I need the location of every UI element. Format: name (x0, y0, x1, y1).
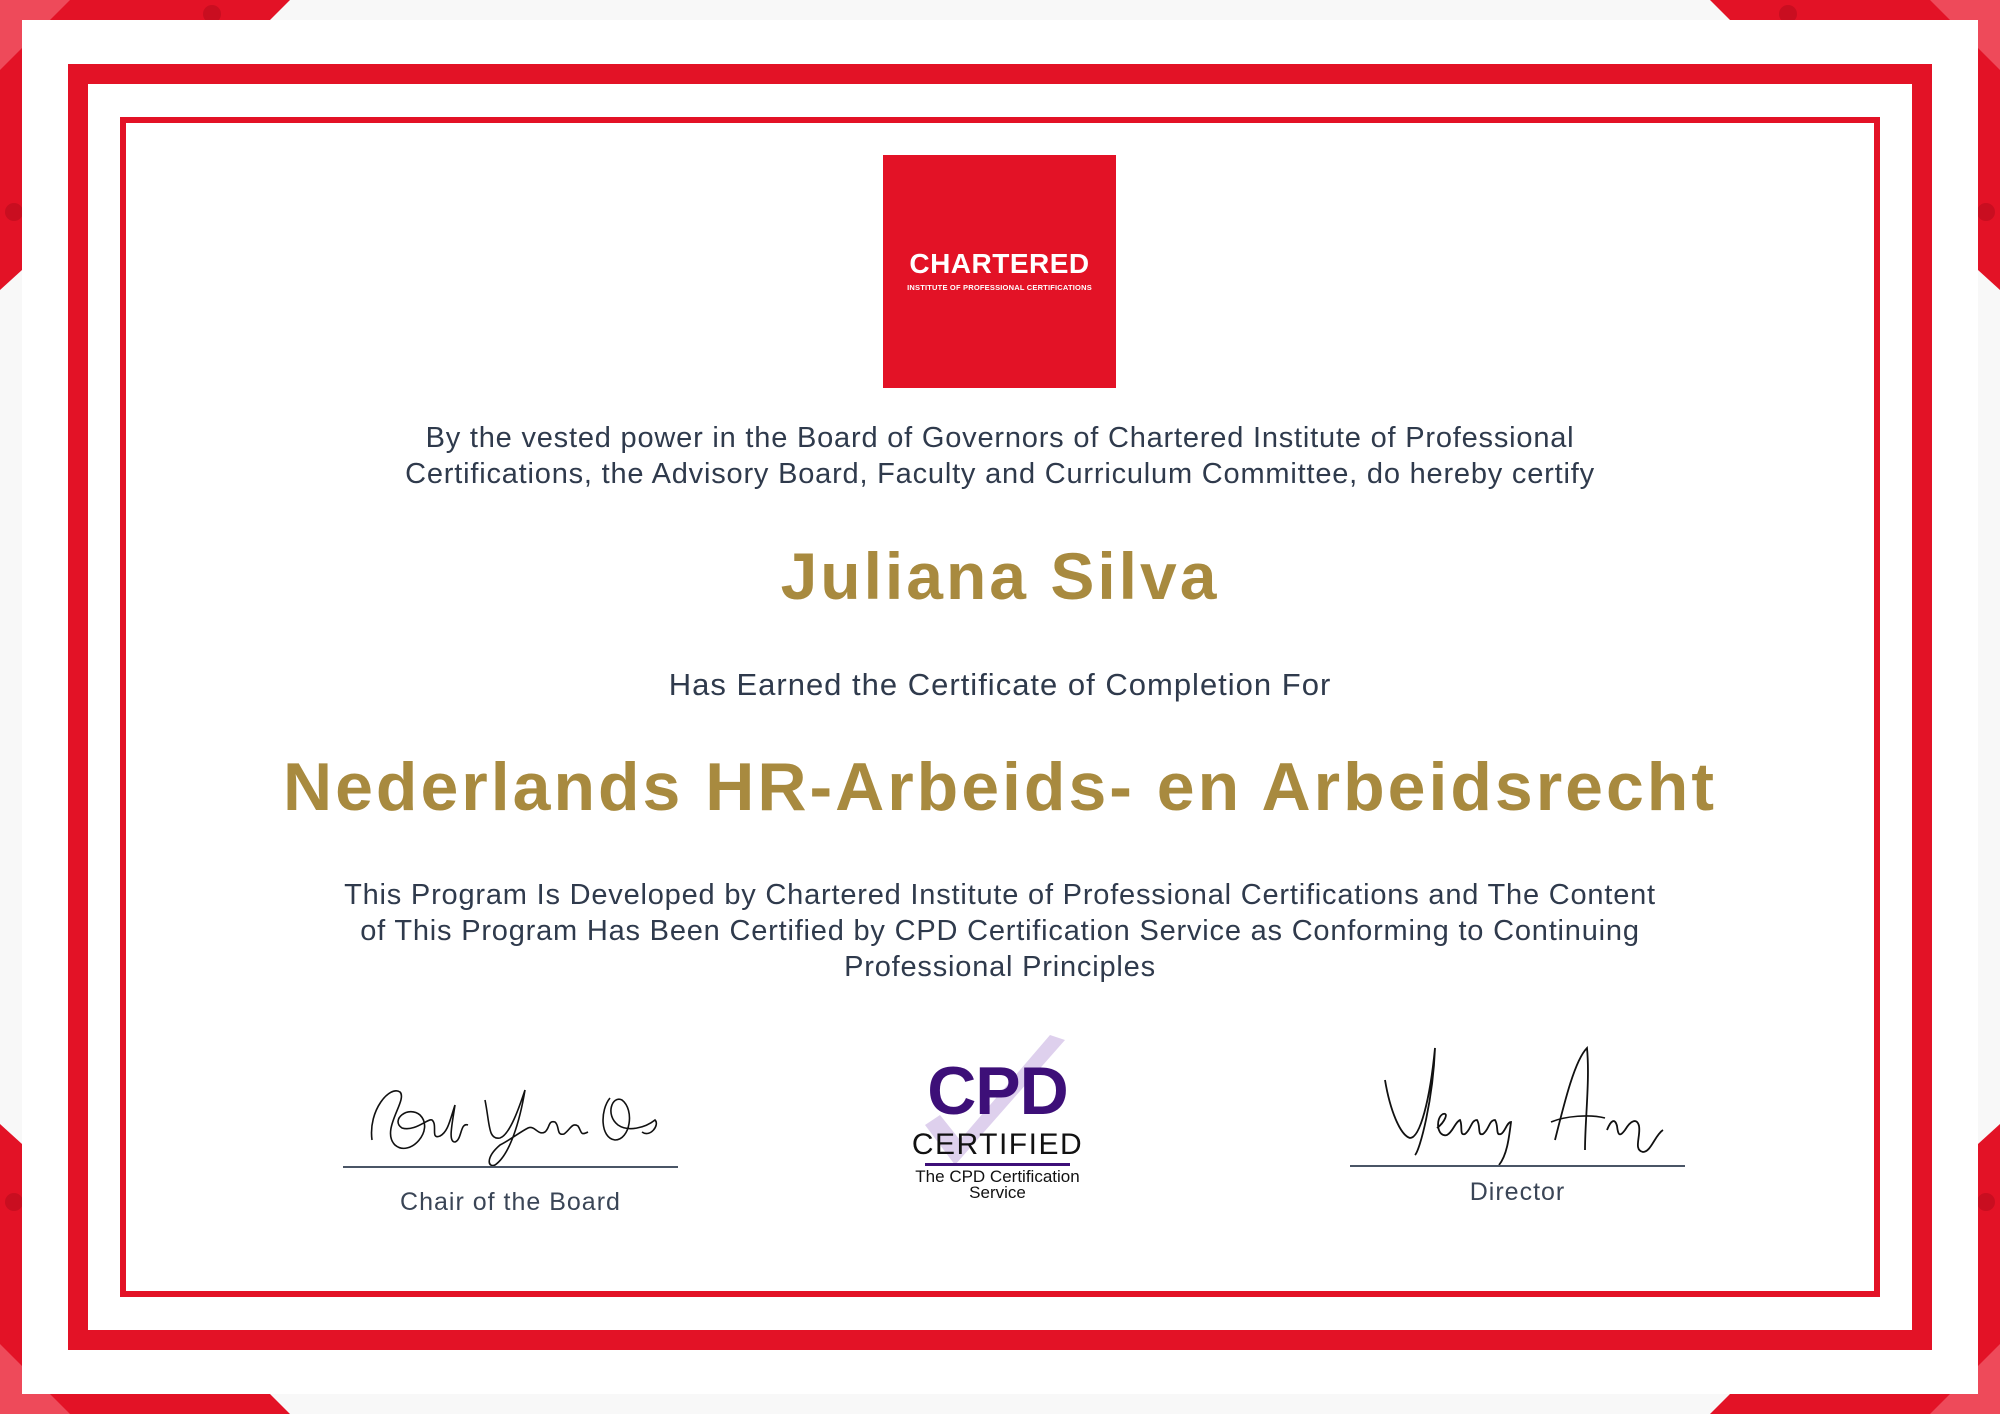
cpd-service-line-2: Service (969, 1183, 1026, 1202)
signature-title-director: Director (1469, 1178, 1566, 1206)
intro-line-2: Certifications, the Advisory Board, Faculty and Curriculum Committee, do hereby certify (405, 458, 1595, 490)
cpd-certified-badge (895, 1035, 1100, 1215)
signature-line-chair (343, 1166, 678, 1168)
cpd-wordmark: CPD (927, 1053, 1068, 1129)
cpd-divider (925, 1163, 1070, 1166)
chartered-logo (883, 155, 1116, 388)
logo-tagline: INSTITUTE OF PROFESSIONAL CERTIFICATIONS (907, 283, 1092, 292)
signature-line-director (1350, 1165, 1685, 1167)
cpd-service-line-1: The CPD Certification (915, 1167, 1080, 1186)
program-line-1: This Program Is Developed by Chartered Institute of Professional Certifications and The Content (344, 879, 1656, 911)
program-line-2: of This Program Has Been Certified by CPD Certification Service as Conforming to Continuing (360, 915, 1640, 947)
signature-title-chair: Chair of the Board (400, 1188, 621, 1216)
intro-line-1: By the vested power in the Board of Governors of Chartered Institute of Professional (425, 422, 1575, 454)
cpd-certified-label: CERTIFIED (911, 1128, 1084, 1161)
signature-director (1375, 1040, 1675, 1170)
signature-chair (360, 1070, 670, 1170)
program-statement (0, 877, 2000, 985)
earned-statement: Has Earned the Certificate of Completion For (668, 667, 1332, 702)
intro-statement (0, 420, 2000, 492)
logo-wordmark: CHARTERED (909, 248, 1090, 279)
program-line-3: Professional Principles (844, 951, 1156, 983)
recipient-name: Juliana Silva (780, 539, 1220, 613)
course-title: Nederlands HR-Arbeids- en Arbeidsrecht (283, 749, 1717, 825)
